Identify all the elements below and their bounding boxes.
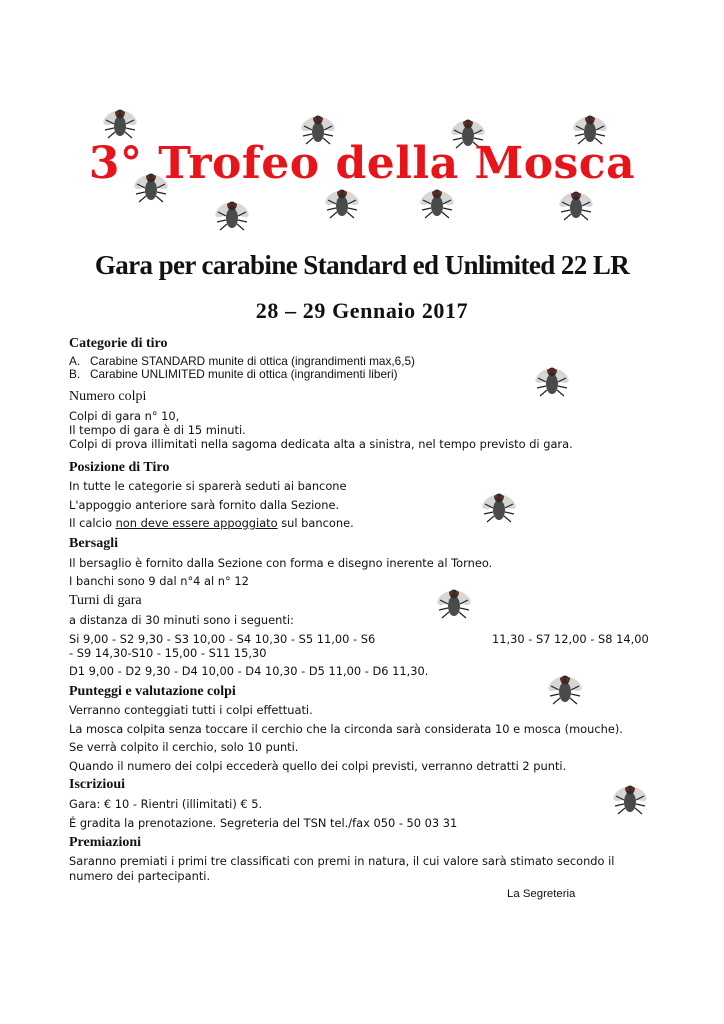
iscrizioni-line: Gara: € 10 - Rientri (illimitati) € 5. [69,797,263,811]
premiazioni-line: numero dei partecipanti. [69,869,211,883]
premiazioni-heading: Premiazioni [69,835,142,850]
bersagli-line: I banchi sono 9 dal n°4 al n° 12 [69,574,249,588]
fly-icon [532,364,572,398]
premiazioni-line: Saranno premiati i primi tre classificati con premi in natura, il cui valore sarà stimato secondo il [69,854,615,868]
posizione-line: In tutte le categorie si sparerà seduti ai bancone [69,479,347,493]
iscrizioni-heading: Iscrizioui [69,777,125,792]
fly-icon [212,198,252,232]
event-subtitle: Gara per carabine Standard ed Unlimited 22 LR [94,250,630,280]
signature: La Segreteria [507,888,576,900]
numero-colpi-line: Colpi di gara n° 10, [69,409,180,423]
bersagli-line: Il bersaglio è fornito dalla Sezione con forma e disegno inerente al Torneo. [69,556,493,570]
fly-icon [479,490,519,524]
punteggi-line: Se verrà colpito il cerchio, solo 10 punti. [69,740,299,754]
punteggi-line: Quando il numero dei colpi eccederà quello dei colpi previsti, verranno detratti 2 punti. [69,759,567,773]
bersagli-heading: Bersagli [69,536,118,551]
punteggi-line: Verranno conteggiati tutti i colpi effettuati. [69,703,313,717]
categorie-heading: Categorie di tiro [69,336,168,351]
fly-icon [434,586,474,620]
punteggi-heading: Punteggi e valutazione colpi [69,684,236,699]
event-title: 3° Trofeo della Mosca [88,138,636,189]
numero-colpi-heading: Numero colpi [69,389,147,404]
numero-colpi-line: Colpi di prova illimitati nella sagoma dedicata alta a sinistra, nel tempo previsto di gara. [69,437,573,451]
turni-s-left: Si 9,00 - S2 9,30 - S3 10,00 - S4 10,30 - S5 11,00 - S6 [69,632,376,646]
turni-s-right: 11,30 - S7 12,00 - S8 14,00 [492,632,649,646]
turni-d-line: D1 9,00 - D2 9,30 - D4 10,00 - D4 10,30 - D5 11,00 - D6 11,30. [69,664,429,678]
punteggi-line: La mosca colpita senza toccare il cerchio che la circonda sarà considerata 10 e mosca (mouche). [69,722,623,736]
fly-icon [545,672,585,706]
event-dates: 28 – 29 Gennaio 2017 [255,298,469,323]
list-item: B. Carabine UNLIMITED munite di ottica (ingrandimenti liberi) [69,367,398,381]
categorie-list [69,355,415,381]
numero-colpi-line: Il tempo di gara è di 15 minuti. [69,423,246,437]
fly-icon [100,106,140,140]
fly-icon [556,188,596,222]
fly-icon [417,186,457,220]
iscrizioni-line: É gradita la prenotazione. Segreteria del TSN tel./fax 050 - 50 03 31 [69,816,458,830]
posizione-line: L'appoggio anteriore sarà fornito dalla Sezione. [69,498,340,512]
fly-icon [610,782,650,816]
turni-heading: Turni di gara [69,593,142,608]
list-item: A. Carabine STANDARD munite di ottica (ingrandimenti max,6,5) [69,354,415,368]
posizione-heading: Posizione di Tiro [69,460,170,475]
posizione-line: Il calcio non deve essere appoggiato sul bancone. [69,516,354,530]
turni-s-line2: - S9 14,30-S10 - 15,00 - S11 15,30 [69,646,267,660]
turni-intro: a distanza di 30 minuti sono i seguenti: [69,613,294,627]
fly-icon [322,186,362,220]
